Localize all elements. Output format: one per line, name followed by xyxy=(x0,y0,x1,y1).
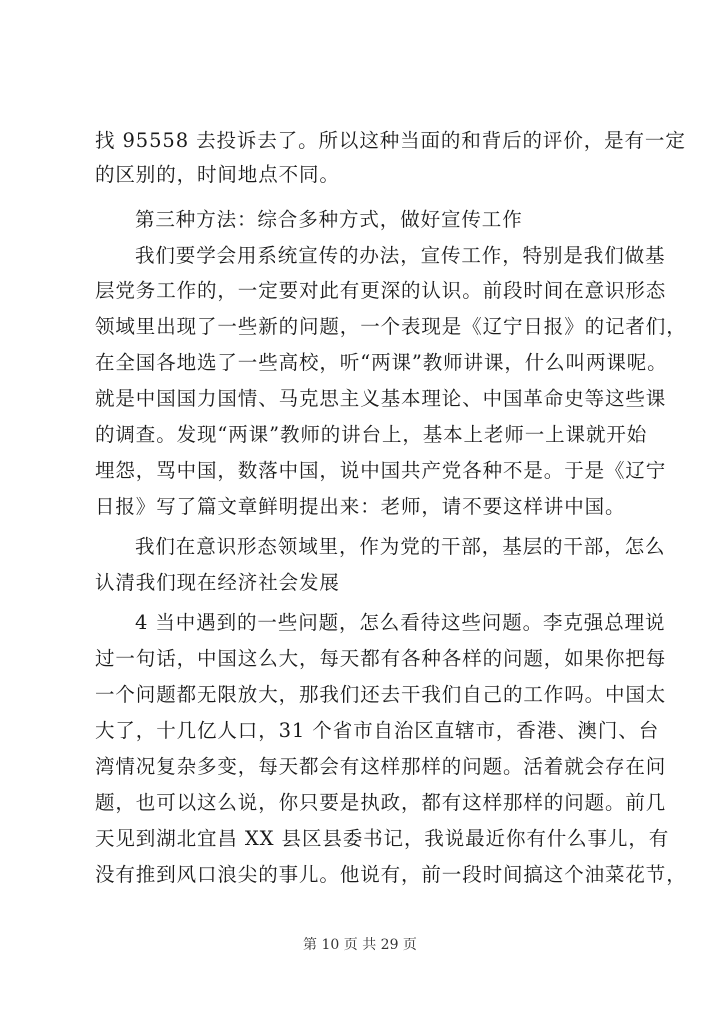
paragraph-line: 的调查。发现“两课”教师的讲台上，基本上老师一上课就开始 xyxy=(95,423,648,446)
paragraph-line: 题，也可以这么说，你只要是执政，都有这样那样的问题。前几 xyxy=(95,791,667,814)
paragraph-line: 领域里出现了一些新的问题，一个表现是《辽宁日报》的记者们， xyxy=(95,315,687,338)
paragraph-line: 就是中国国力国情、马克思主义基本理论、中国革命史等这些课 xyxy=(95,387,667,410)
paragraph-line: 天见到湖北宜昌 XX 县区县委书记，我说最近你有什么事儿，有 xyxy=(95,827,670,850)
paragraph-line: 认清我们现在经济社会发展 xyxy=(95,571,340,594)
paragraph-line: 层党务工作的，一定要对此有更深的认识。前段时间在意识形态 xyxy=(95,279,667,302)
paragraph-line: 大了，十几亿人口，31 个省市自治区直辖市，香港、澳门、台 xyxy=(95,719,660,742)
paragraph-line: 我们要学会用系统宣传的办法，宣传工作，特别是我们做基 xyxy=(135,244,666,267)
paragraph-line: 没有推到风口浪尖的事儿。他说有，前一段时间搞这个油菜花节， xyxy=(95,863,687,886)
paragraph-line: 我们在意识形态领域里，作为党的干部，基层的干部，怎么 xyxy=(135,535,666,558)
paragraph-line: 过一句话，中国这么大，每天都有各种各样的问题，如果你把每 xyxy=(95,647,667,670)
paragraph-line: 埋怨，骂中国，数落中国，说中国共产党各种不是。于是《辽宁 xyxy=(95,459,667,482)
page-number-footer: 第 10 页 共 29 页 xyxy=(303,937,417,953)
paragraph-line: 一个问题都无限放大，那我们还去干我们自己的工作吗。中国太 xyxy=(95,683,667,706)
paragraph-line: 的区别的，时间地点不同。 xyxy=(95,163,340,186)
paragraph-line: 湾情况复杂多变，每天都会有这样那样的问题。活着就会存在问 xyxy=(95,755,667,778)
paragraph-line: 找 95558 去投诉去了。所以这种当面的和背后的评价，是有一定 xyxy=(95,129,686,152)
section-heading: 第三种方法：综合多种方式，做好宣传工作 xyxy=(135,208,523,231)
paragraph-line: 在全国各地选了一些高校，听“两课”教师讲课，什么叫两课呢。 xyxy=(95,351,668,374)
paragraph-line: 4 当中遇到的一些问题，怎么看待这些问题。李克强总理说 xyxy=(135,611,666,634)
paragraph-line: 日报》写了篇文章鲜明提出来：老师，请不要这样讲中国。 xyxy=(95,495,626,518)
